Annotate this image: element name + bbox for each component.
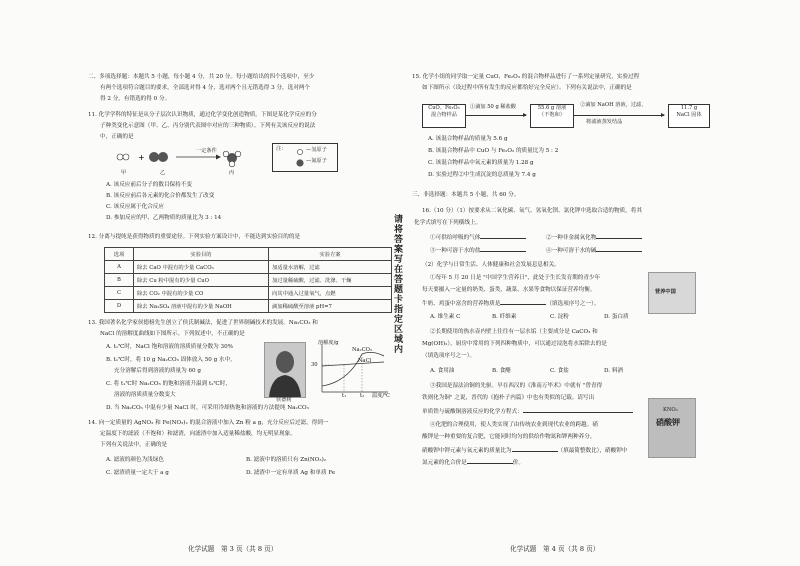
q14-option-c: C. 滤渣质量一定大于 a g — [106, 470, 169, 476]
q12-table — [104, 247, 392, 313]
answer-blank[interactable] — [596, 246, 642, 252]
q16-3-line-2: Mg(OH)₂），厨房中常用的下列四种物质中，可以通过浸泡将水垢除去的是 — [422, 341, 607, 347]
answer-area-notice: 请将答案写在答题卡指定区域内 — [392, 214, 402, 354]
q16-blank-3: ③一种可溶于水的盐 — [430, 246, 526, 256]
answer-blank[interactable] — [467, 458, 513, 464]
page-footer-right: 化学试题 第 4 页（共 8 页） — [510, 545, 600, 553]
table-cell: 除去 Na₂SO₄ 溶液中混有的少量 NaOH — [134, 300, 269, 313]
table-cell: 加适量水溶解，过滤 — [269, 261, 392, 274]
section2-line-3: 得 2 分，有错选的得 0 分。 — [100, 96, 171, 102]
q16-4-line-6: 硝酸钾中钾元素与氧元素的质量比为 （填最简整数比），硝酸钾中 — [422, 448, 628, 454]
table-cell: A — [105, 261, 134, 274]
q15-line-2: 如下图所示（设过程中所有发生的反应都恰好完全反应）。下列有关说法中，正确的是 — [422, 85, 632, 91]
q11-line-2: 子种类变化示意图（甲、乙、丙分别代表图中对应的三种物质）。下列有关该反应的说法 — [100, 123, 316, 129]
flow-box-nacl — [668, 104, 710, 128]
fertilizer-formula: KNO₃ — [663, 407, 678, 413]
reaction-condition: 一定条件 — [196, 148, 217, 154]
q16-blank-2: ②一种非金属氧化物 — [546, 233, 642, 243]
table-cell: 滴加稀硫酸至溶液 pH=7 — [269, 300, 392, 313]
q15-option-a: A. 该混合物样品的质量为 5.6 g — [428, 136, 508, 142]
q16-line-2: 化学式填写在下列横线上。 — [414, 220, 482, 226]
section2-line-1: 二、多项选择题：本题共 5 小题，每小题 4 分，共 20 分。每小题给出的四个选项中，至少 — [88, 74, 315, 80]
flow-box-sample — [422, 104, 466, 128]
q14-line-2: 定温度下的滤液（不饱和）和滤渣，向滤渣中加入适量稀盐酸，均无明显现象。 — [100, 431, 296, 437]
q15-option-c: C. 该混合物样品中氧元素的质量为 1.28 g — [428, 160, 534, 166]
page-footer-left: 化学试题 第 3 页（共 8 页） — [188, 545, 278, 553]
series-nacl-label: NaCl — [358, 358, 372, 364]
q16-2-line-4: 牛奶、鸡蛋中富含的营养物质是 （填选项序号之一）。 — [422, 301, 600, 307]
fertilizer-name: 硝酸钾 — [656, 417, 680, 427]
q14-option-d: D. 滤渣中一定有单质 Ag 和单质 Fe — [246, 470, 336, 476]
legend-nitrogen: —氮原子 — [306, 158, 327, 164]
table-row — [105, 300, 392, 313]
legend-swatches — [295, 147, 305, 169]
table-cell: 除去 CaO 中混有的少量 CaCO₃ — [134, 261, 269, 274]
molecule-diagram — [110, 143, 280, 183]
chart-tick-t1: t₁ — [342, 393, 347, 399]
flow-arrow-2 — [574, 115, 664, 116]
q16-4-line-7: 氮元素的化合价是 价。 — [422, 460, 524, 466]
portrait-photo — [264, 342, 306, 398]
table-header-purpose: 实验目的 — [134, 248, 269, 261]
q16-3-line-1: ②长期使用的热水壶内壁上往往有一层水垢（主要成分是 CaCO₃ 和 — [430, 329, 598, 335]
flow-arrow-1 — [466, 115, 526, 116]
q11-option-b: B. 该反应前后各元素的化合价都发生了改变 — [106, 193, 215, 199]
table-cell: 向其中通入过量氧气，点燃 — [269, 287, 392, 300]
flow-box-nacl-line1: 11.7 g — [680, 105, 698, 111]
q16-2-option-a: A. 维生素 C — [430, 314, 461, 320]
legend-title: 注： — [276, 146, 287, 152]
portrait-silhouette-icon — [265, 343, 305, 397]
table-header-method: 实验方案 — [269, 248, 392, 261]
nacl-curve — [322, 362, 384, 366]
na2co3-curve — [322, 352, 384, 386]
q11-line-3: 中，正确的是 — [100, 134, 134, 140]
nutrition-photo — [648, 272, 696, 314]
q16-3-option-c: C. 食盐 — [550, 368, 569, 374]
answer-blank[interactable] — [512, 446, 558, 452]
species-bing: 丙 — [229, 170, 235, 176]
q13-option-b-cont: 充分溶解后得到溶液的质量为 60 g — [114, 368, 201, 374]
fertilizer-bag-photo — [648, 398, 696, 458]
chart-y-label: 溶解度/g — [318, 340, 339, 346]
table-cell: D — [105, 300, 134, 313]
species-jia: 甲 — [121, 170, 127, 176]
q16-2-option-b: B. 纤维素 — [492, 314, 517, 320]
q14-line-1: 14. 向一定质量的 AgNO₃ 和 Fe(NO₃)₂ 的混合溶液中加入 Zn 粉 a g，充分反应后过滤，得到一 — [88, 420, 329, 426]
q14-line-3: 下列有关说法中，正确的是 — [100, 442, 168, 448]
species-yi: 乙 — [160, 170, 166, 176]
q16-2-line-1: （2）化学与日常生活、人体健康和社会发展息息相关。 — [422, 262, 560, 268]
flow-box-nacl-line2: NaCl 固体 — [676, 111, 702, 118]
flow-step-1: ①滴加 50 g 稀盐酸 — [470, 104, 516, 110]
q16-blank-4: ④一种可溶于水的碱 — [546, 246, 642, 256]
table-cell: C — [105, 287, 134, 300]
nutrition-photo-label: 营养中国 — [655, 289, 676, 295]
q11-option-d: D. 参加反应的甲、乙两物质的质量比为 3 : 14 — [106, 215, 222, 221]
q11-line-1: 11. 化学学科的特征是从分子层次认识物质，通过化学变化创造物质。下图是某化学反应的分 — [88, 112, 317, 118]
chart-tick-30: 30 — [311, 362, 318, 368]
q16-3-option-d: D. 料酒 — [604, 368, 624, 374]
table-cell: 除去 Cu 粉中混有的少量 CuO — [134, 274, 269, 287]
table-row — [105, 261, 392, 274]
molecule-jia — [117, 154, 129, 160]
q13-option-c: C. 将 t₁℃时 Na₂CO₃ 的饱和溶液升温到 t₂℃时， — [106, 381, 231, 387]
q13-option-b: B. t₁℃时，将 10 g Na₂CO₃ 固体放入 50 g 水中， — [106, 357, 236, 363]
flow-box-solution-line2: （不饱和） — [539, 111, 565, 118]
nitrogen-atom-icon — [296, 159, 303, 166]
table-header-option: 选项 — [105, 248, 134, 261]
q16-3-option-a: A. 食用油 — [430, 368, 455, 374]
q16-2-line-2: ①每年 5 月 20 日是 "中国学生营养日"，此处于生长发育期的青少年 — [430, 275, 601, 281]
q15-line-1: 15. 化学小组的同学取一定量 CuO、Fe₂O₃ 的混合物样品进行了一系列定量研究，实验过程 — [412, 74, 640, 80]
table-row — [105, 274, 392, 287]
q16-4-line-4: ④化肥的合理使用，使人类实现了由传统农业到现代农业的跨越。硝 — [430, 422, 598, 428]
q13-line-2: NaCl 的溶解度曲线如下图所示。下列叙述中，不正确的是 — [100, 331, 245, 337]
chart-x-label: 温度/℃ — [372, 393, 390, 399]
molecule-bing — [223, 151, 241, 167]
q16-4-line-1: ③我国是湿法冶铜的先驱。早在西汉的《淮南万毕术》中就有 "曾青得 — [430, 383, 603, 389]
q12-stem: 12. 分离与提纯是获得物质的重要途径。下列实验方案设计中，不能达到实验目的的是 — [88, 234, 301, 240]
q16-2-line-3: 每天要摄入一定量的奶类、蛋类、蔬菜、水果等食物以保证营养均衡。 — [422, 287, 596, 293]
q16-2-option-c: C. 淀粉 — [550, 314, 569, 320]
table-row — [105, 287, 392, 300]
legend-hydrogen: —氢原子 — [306, 147, 327, 153]
answer-blank[interactable] — [596, 233, 642, 239]
answer-blank[interactable] — [523, 407, 633, 413]
q16-3-line-3: （填选项序号之一）。 — [422, 353, 476, 359]
q14-option-a: A. 滤液的颜色为浅绿色 — [106, 457, 164, 463]
right-page — [400, 0, 800, 566]
flow-box-solution — [530, 104, 574, 128]
q13-option-d: D. 当 Na₂CO₃ 中混有少量 NaCl 时，可采用冷却热饱和溶液的方法提纯 Na₂CO₃ — [106, 405, 309, 411]
flow-step-2-line2: 将滤液蒸发结晶 — [586, 119, 623, 125]
q16-blank-1: ①可供给呼吸的气体 — [430, 233, 526, 243]
section2-line-2: 有两个选项符合题目的要求，全部选对得 4 分，选对两个且无错选得 3 分，选对两个 — [100, 85, 311, 91]
svg-text:+: + — [138, 153, 145, 162]
q16-line-1: 16.（10 分）（1）按要求从二氧化碳、氧气、氢氧化钡、氯化钾中选取合适的物质，将其 — [422, 208, 642, 214]
q11-option-c: C. 该反应属于化合反应 — [106, 204, 164, 210]
q13-option-a: A. t₁℃时，NaCl 饱和溶液的溶质质量分数为 30% — [106, 344, 233, 350]
series-na2co3-label: Na₂CO₃ — [352, 347, 373, 353]
q13-option-c-cont: 溶液的溶质质量分数变大 — [114, 392, 176, 398]
portrait-caption: 侯德榜 — [276, 397, 292, 403]
flow-box-solution-line1: 55.6 g 溶液 — [537, 105, 567, 111]
flow-box-sample-line1: CuO、Fe₂O₃ — [428, 105, 460, 111]
table-cell: 加过量稀硫酸，过滤、洗涤、干燥 — [269, 274, 392, 287]
q16-4-line-5: 酸钾是一种重要的复合肥，它能同时均匀的供给作物氮和钾两种养分。 — [422, 434, 596, 440]
q16-2-option-d: D. 蛋白质 — [604, 314, 629, 320]
q15-option-b: B. 该混合物样品中 CuO 与 Fe₂O₃ 的质量比为 5 : 2 — [428, 148, 559, 154]
answer-blank[interactable] — [480, 233, 526, 239]
table-cell: 除去 CO₂ 中混有的少量 CO — [134, 287, 269, 300]
q11-option-a: A. 该反应前后分子的数目保持不变 — [106, 182, 192, 188]
hydrogen-atom-icon — [297, 149, 302, 154]
molecule-legend — [272, 143, 338, 172]
answer-blank[interactable] — [500, 299, 546, 305]
flow-box-sample-line2: 混合物样品 — [431, 111, 457, 118]
q16-3-option-b: B. 食醋 — [492, 368, 511, 374]
section3-header: 三、非选择题：本题共 5 小题，共 60 分。 — [412, 192, 520, 198]
q16-4-line-3: 单质铁与硫酸铜溶液反应的化学方程式： — [422, 407, 633, 417]
q13-line-1: 13. 我国著名化学家侯德榜先生创立了侯氏制碱法，促进了世界制碱技术的发展。Na₂CO₃ 和 — [88, 320, 318, 326]
q16-4-line-2: 铁则化为铜" 之说，晋代的《抱朴子内篇》中也有类似的记载。请写出 — [422, 395, 595, 401]
answer-blank[interactable] — [480, 246, 526, 252]
q15-option-d: D. 实验过程②中生成沉淀的总质量为 7.4 g — [428, 172, 536, 178]
q14-option-b: B. 滤液中的溶质只有 Zn(NO₃)₂ — [246, 457, 327, 463]
table-cell: B — [105, 274, 134, 287]
flow-step-2-line1: ②滴加 NaOH 溶液，过滤， — [580, 102, 647, 108]
molecule-yi — [149, 152, 168, 162]
chart-tick-t2: t₂ — [360, 393, 365, 399]
